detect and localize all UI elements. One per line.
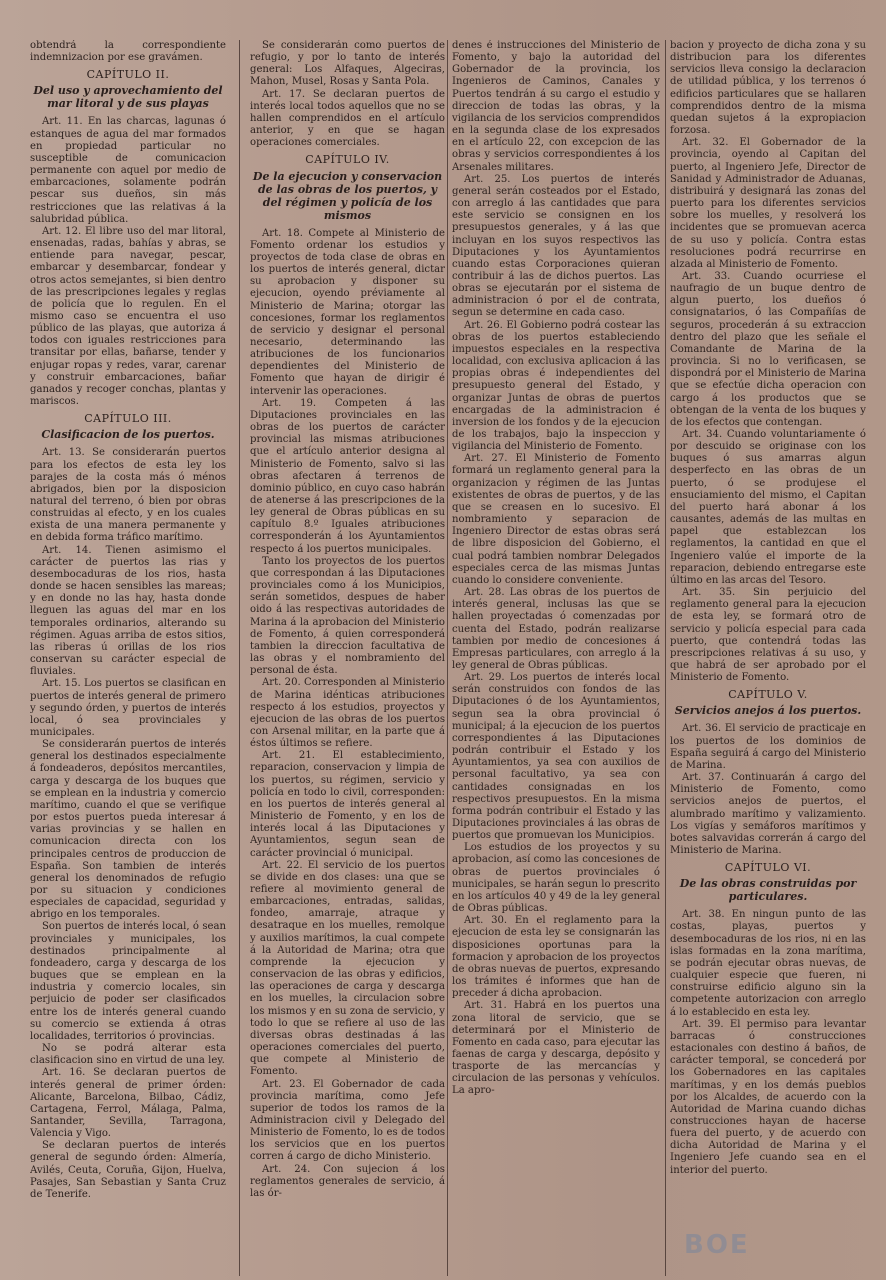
article: Art. 11. En las charcas, lagunas ó estanques de agua del mar formados en propiedad particular no susceptible de comunicacion permanente con aquel por medio de embarcaciones, solamente podrán pescar sus dueños, sin más restricciones que las relativas á la salubridad pública.: [30, 116, 226, 225]
article: Art. 29. Los puertos de interés local serán construidos con fondos de las Diputaciones ó de los Ayuntamientos, segun sea la obra provincial ó municipal; á la ejecucion de los puertos correspondientes á las Diputaciones podrán contribuir el Estado y los Ayuntamientos, ya sea con auxilios de personal facultativo, ya sea con cantidades consignadas en los respectivos presupuestos. En la misma forma podrán contribuir el Estado y las Diputaciones provinciales á las obras de puertos que promuevan los Municipios.: [452, 672, 660, 842]
paragraph: denes é instrucciones del Ministerio de Fomento, y bajo la autoridad del Gobernador de la provincia, los Ingenieros de Caminos, Canales y Puertos tendrán á su cargo el estudio y direccion de todas las obras, y la vigilancia de los servicios comprendidos en la segunda clase de los expresados en el artículo 22, con excepcion de las obras y servicios correspondientes á los Arsenales militares.: [452, 40, 660, 173]
chapter-heading: CAPÍTULO II.: [86, 68, 170, 82]
article: Art. 32. El Gobernador de la provincia, oyendo al Capitan del puerto, al Ingeniero Jefe, Director de Sanidad y Administrador de Aduanas, distribuirá y designará las zonas del puerto para los diferentes servicios sobre los muelles, y resolverá los incidentes que se promuevan acerca de su uso y policía. Contra estas resoluciones podrá recurrirse en alzada al Ministerio de Fomento.: [670, 137, 866, 270]
column-rule: [665, 40, 666, 1276]
article: Art. 38. En ningun punto de las costas, playas, puertos y desembocaduras de los rios, ni en las islas formadas en la zona marítima, se podrán ejecutar obras nuevas, de cualquier especie que fueren, ni construirse edificio alguno sin la competente autorizacion con arreglo á lo establecido en esta ley.: [670, 909, 866, 1018]
column-1: [30, 40, 226, 1276]
article: Art. 12. El libre uso del mar litoral, ensenadas, radas, bahías y abras, se entiende para navegar, pescar, embarcar y desembarcar, fondear y otros actos semejantes, si bien dentro de las prescripciones legales y reglas de policía que lo regulen. En el mismo caso se encuentra el uso público de las playas, que autoriza á todos con iguales restricciones para transitar por ellas, bañarse, tender y enjugar ropas y redes, varar, carenar y construir embarcaciones, bañar ganados y recoger conchas, plantas y mariscos.: [30, 225, 226, 408]
article: Art. 13. Se considerarán puertos para los efectos de esta ley los parajes de la costa más ó ménos abrigados, bien por la disposicion natural del terreno, ó bien por obras construidas al efecto, y en los cuales exista de una manera permanente y en debida forma tráfico marítimo.: [30, 447, 226, 544]
article: Art. 23. El Gobernador de cada provincia marítima, como Jefe superior de todos los ramos de la Administracion civil y Delegado del Ministerio de Fomento, lo es de todos los servicios que en los puertos corren á cargo de dicho Ministerio.: [250, 1078, 445, 1163]
article: Art. 34. Cuando voluntariamente ó por descuido se originase con los buques ó sus amarras algun desperfecto en las obras de un puerto, ó se produjese el ensuciamiento del mismo, el Capitan del puerto hará abonar á los causantes, además de las multas en papel que establezcan los reglamentos, la cantidad en que el Ingeniero valúe el importe de la reparacion, debiendo entregarse este último en las arcas del Tesoro.: [670, 429, 866, 586]
article: Art. 21. El establecimiento, reparacion, conservacion y limpia de los puertos, su régimen, servicio y policía en todo lo civil, corresponden: en los puertos de interés general al Ministerio de Fomento, y en los de interés local á las Diputaciones y Ayuntamientos, segun sean de carácter provincial ó municipal.: [250, 750, 445, 859]
article: Art. 16. Se declaran puertos de interés general de primer órden: Alicante, Barcelona, Bilbao, Cádiz, Cartagena, Ferrol, Málaga, Palma, Santander, Sevilla, Tarragona, Valencia y Vigo.: [30, 1067, 226, 1140]
article: Art. 36. El servicio de practicaje en los puertos de los dominios de España seguirá á cargo del Ministerio de Marina.: [670, 723, 866, 771]
chapter-heading: CAPÍTULO VI.: [724, 861, 812, 875]
paragraph: obtendrá la correspondiente indemnizacion por ese gravámen.: [30, 40, 226, 64]
chapter-heading: CAPÍTULO IV.: [305, 153, 390, 167]
article: Art. 24. Con sujecion á los reglamentos generales de servicio, á las ór-: [250, 1163, 445, 1199]
article: Art. 26. El Gobierno podrá costear las obras de los puertos estableciendo impuestos especiales en la respectiva localidad, con exclusiva aplicacion á las propias obras é independientes del presupuesto general del Estado, y organizar Juntas de obras de puertos encargadas de la administracion é inversion de los fondos y de la ejecucion de los trabajos, bajo la inspeccion y vigilancia del Ministerio de Fomento.: [452, 319, 660, 453]
article: Art. 22. El servicio de los puertos se divide en dos clases: una que se refiere al movimiento general de embarcaciones, entradas, salidas, fondeo, amarraje, atraque y desatraque en los muelles, remolque y auxilios marítimos, la cual compete á la Autoridad de Marina; otra que comprende la ejecucion y conservacion de las obras y edificios, las operaciones de carga y descarga en los muelles, la circulacion sobre los mismos y en su zona de servicio, y todo lo que se refiere al uso de las diversas obras destinadas á las operaciones comerciales del puerto, que compete al Ministerio de Fomento.: [250, 859, 445, 1078]
chapter-heading: CAPÍTULO V.: [728, 688, 808, 702]
article: Art. 17. Se declaran puertos de interés local todos aquellos que no se hallen comprendidos en el artículo anterior, y en que se hagan operaciones comerciales.: [250, 88, 445, 149]
chapter-title: Servicios anejos á los puertos.: [674, 704, 862, 718]
article: Art. 20. Corresponden al Ministerio de Marina idénticas atribuciones respecto á los estudios, proyectos y ejecucion de las obras de los puertos con Arsenal militar, en la parte que á éstos últimos se refiere.: [250, 677, 445, 750]
paragraph: No se podrá alterar esta clasificacion sino en virtud de una ley.: [30, 1043, 226, 1067]
paragraph: Se declaran puertos de interés general de segundo órden: Almería, Avilés, Ceuta, Coruña, Gijon, Huelva, Pasajes, San Sebastian y Santa Cruz de Tenerife.: [30, 1140, 226, 1200]
article: Art. 35. Sin perjuicio del reglamento general para la ejecucion de esta ley, se formará otro de servicio y policía especial para cada puerto, que contendrá todas las prescripciones relativas á su uso, y que habrá de ser aprobado por el Ministerio de Fomento.: [670, 587, 866, 684]
chapter-heading: CAPÍTULO III.: [84, 412, 172, 426]
article: Art. 14. Tienen asimismo el carácter de puertos las rias y desembocaduras de los rios, hasta donde se hacen sensibles las mareas; y en donde no las hay, hasta donde lleguen las aguas del mar en los temporales ordinarios, alterando su régimen. Aguas arriba de estos sitios, las riberas ú orillas de los rios conservan su carácter especial de fluviales.: [30, 544, 226, 678]
chapter-title: Clasificacion de los puertos.: [41, 428, 215, 442]
column-3: [452, 40, 660, 1276]
paragraph: Son puertos de interés local, ó sean provinciales y municipales, los destinados principalmente al fondeadero, carga y descarga de los buques que se emplean en la industria y comercio locales, sin perjuicio de poder ser clasificados entre los de interés general cuando su comercio se extienda á otras localidades, territorios ó provincias.: [30, 921, 226, 1042]
paragraph: Los estudios de los proyectos y su aprobacion, así como las concesiones de obras de puertos provinciales ó municipales, se harán segun lo prescrito en los artículos 40 y 49 de la ley general de Obras públicas.: [452, 842, 660, 915]
article: Art. 27. El Ministerio de Fomento formará un reglamento general para la organizacion y régimen de las Juntas existentes de obras de puertos, y de las que se creasen en lo sucesivo. El nombramiento y separacion de Ingeniero Director de estas obras será de libre disposicion del Gobierno, el cual podrá tambien nombrar Delegados especiales cerca de las mismas Juntas cuando lo considere conveniente.: [452, 453, 660, 586]
column-rule: [447, 40, 448, 1276]
watermark-logo: BOE: [684, 1230, 750, 1260]
article: Art. 31. Habrá en los puertos una zona litoral de servicio, que se determinará por el Ministerio de Fomento en cada caso, para ejecutar las faenas de carga y descarga, depósito y trasporte de las mercancías y circulacion de las personas y vehículos. La apro-: [452, 1000, 660, 1097]
paragraph: bacion y proyecto de dicha zona y su distribucion para los diferentes servicios lleva consigo la declaracion de utilidad pública, y los terrenos ó edificios particulares que se hallaren comprendidos dentro de la misma quedan sujetos á la expropiacion forzosa.: [670, 40, 866, 137]
column-4: [670, 40, 866, 1276]
chapter-title: Del uso y aprovechamiento del mar litoral y de sus playas: [33, 84, 223, 111]
article: Art. 28. Las obras de los puertos de interés general, inclusas las que se hallen proyectadas ó comenzadas por cuenta del Estado, podrán realizarse tambien por medio de concesiones á Empresas particulares, con arreglo á la ley general de Obras públicas.: [452, 587, 660, 671]
paragraph: Tanto los proyectos de los puertos que correspondan á las Diputaciones provinciales como á los Municipios, serán sometidos, despues de haber oido á las respectivas autoridades de Marina á la aprobacion del Ministerio de Fomento, á quien corresponderá tambien la direccion facultativa de las obras y el nombramiento del personal de ésta.: [250, 555, 445, 677]
paragraph: Se considerarán puertos de interés general los destinados especialmente á fondeaderos, depósitos mercantiles, carga y descarga de los buques que se emplean en la industria y comercio marítimo, cuando el que se verifique por estos puertos pueda interesar á varias provincias y se hallen en comunicacion directa con los principales centros de produccion de España. Son tambien de interés general los denominados de refugio por su situacion y condiciones especiales de capacidad, seguridad y abrigo en los temporales.: [30, 739, 226, 921]
article: Art. 39. El permiso para levantar barracas ó construcciones estacionales con destino á baños, de carácter temporal, se concederá por los Gobernadores en las capitales marítimas, y en los demás pueblos por los Alcaldes, de acuerdo con la Autoridad de Marina cuando dichas construcciones hayan de hacerse fuera del puerto, y de acuerdo con dicha Autoridad de Marina y el Ingeniero Jefe cuando sea en el interior del puerto.: [670, 1018, 866, 1176]
article: Art. 19. Competen á las Diputaciones provinciales en las obras de los puertos de carácter provincial las mismas atribuciones que el artículo anterior designa al Ministerio de Fomento, salvo si las obras afectaren á terrenos de dominio público, en cuyo caso habrán de atenerse á las prescripciones de la ley general de Obras públicas en su capítulo 8.º Iguales atribuciones corresponderán á los Ayuntamientos respecto á los puertos municipales.: [250, 397, 445, 555]
article: Art. 15. Los puertos se clasifican en puertos de interés general de primero y segundo órden, y puertos de interés local, ó sea provinciales y municipales.: [30, 678, 226, 738]
column-rule: [239, 40, 240, 1276]
article: Art. 37. Continuarán á cargo del Ministerio de Fomento, como servicios anejos de puertos, el alumbrado marítimo y valizamiento. Los vigías y semáforos marítimos y botes salvavidas correrán á cargo del Ministerio de Marina.: [670, 772, 866, 856]
paragraph: Se considerarán como puertos de refugio, y por lo tanto de interés general: Los Alfaques, Algeciras, Mahon, Musel, Rosas y Santa Pola.: [250, 40, 445, 88]
chapter-title: De las obras construidas por particulares.: [679, 877, 857, 904]
article: Art. 18. Compete al Ministerio de Fomento ordenar los estudios y proyectos de toda clase de obras en los puertos de interés general, dictar su aprobacion y disponer su ejecucion, oyendo préviamente al Ministerio de Marina; otorgar las concesiones, formar los reglamentos de servicio y designar el personal necesario, determinando las atribuciones de los funcionarios dependientes del Ministerio de Fomento que hayan de dirigir é intervenir las operaciones.: [250, 227, 445, 397]
article: Art. 30. En el reglamento para la ejecucion de esta ley se consignarán las disposiciones oportunas para la formacion y aprobacion de los proyectos de obras nuevas de puertos, expresando los trámites é informes que han de preceder á dicha aprobacion.: [452, 915, 660, 1000]
article: Art. 33. Cuando ocurriese el naufragio de un buque dentro de algun puerto, los dueños ó consignatarios, ó las Compañías de seguros, procederán á su extraccion dentro del plazo que les señale el Comandante de Marina de la provincia. Si no lo verificasen, se dispondrá por el Ministerio de Marina que se efectúe dicha operacion con cargo á los productos que se obtengan de la venta de los buques y de los efectos que contengan.: [670, 270, 866, 428]
column-2: [250, 40, 445, 1276]
chapter-title: De la ejecucion y conservacion de las obras de los puertos, y del régimen y policía de los mismos: [252, 169, 443, 222]
article: Art. 25. Los puertos de interés general serán costeados por el Estado, con arreglo á las cantidades que para este servicio se consignen en los presupuestos generales, y á las que incluyan en los suyos respectivos las Diputaciones y los Ayuntamientos cuando estas Corporaciones quieran contribuir á las de dichos puertos. Las obras se ejecutarán por el sistema de administracion ó por el de contrata, segun se determine en cada caso.: [452, 173, 660, 319]
